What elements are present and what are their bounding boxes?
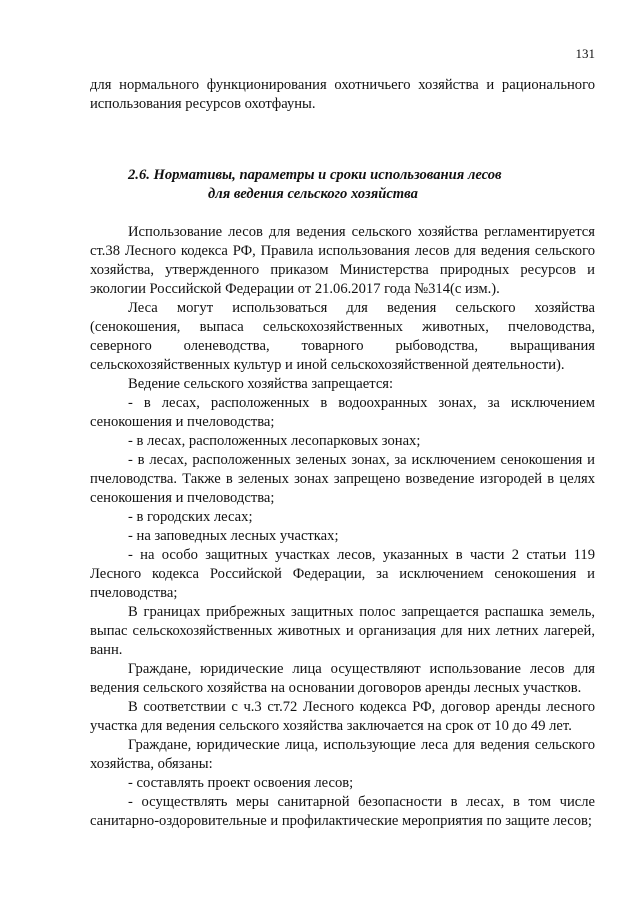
list-item: - на особо защитных участках лесов, указанных в части 2 статьи 119 Лесного кодекса Российской Федерации, за исключением сенокошения и пчеловодства; [90, 547, 595, 601]
paragraph: Граждане, юридические лица, использующие леса для ведения сельского хозяйства, обязаны: [90, 737, 595, 772]
list-item: - в городских лесах; [128, 509, 253, 525]
list-item: - осуществлять меры санитарной безопасности в лесах, в том числе санитарно-оздоровительные и профилактические мероприятия по защите лесов; [90, 794, 595, 829]
paragraph: В соответствии с ч.3 ст.72 Лесного кодекса РФ, договор аренды лесного участка для ведения сельского хозяйства заключается на срок от 10 до 49 лет. [90, 699, 595, 734]
section-heading-line2: для ведения сельского хозяйства [208, 186, 418, 202]
list-item: - в лесах, расположенных зеленых зонах, за исключением сенокошения и пчеловодства. Также в зеленых зонах запрещено возведение изгородей в целях сенокошения и пчеловодства; [90, 452, 595, 506]
section-heading [90, 166, 595, 204]
page-number: 131 [575, 46, 595, 61]
intro-paragraph: для нормального функционирования охотничьего хозяйства и рационального использования ресурсов охотфауны. [90, 77, 595, 112]
list-item: - на заповедных лесных участках; [128, 528, 339, 544]
paragraph: Использование лесов для ведения сельского хозяйства регламентируется ст.38 Лесного кодекса РФ, Правила использования лесов для ведения сельского хозяйства, утвержденного приказом Министерства природных ресурсов и экологии Российской Федерации от 21.06.2017 года №314(с изм.). [90, 224, 595, 297]
list-item: - составлять проект освоения лесов; [128, 775, 354, 791]
paragraph: В границах прибрежных защитных полос запрещается распашка земель, выпас сельскохозяйственных животных и организация для них летних лагерей, ванн. [90, 604, 595, 658]
page-content [90, 76, 595, 831]
paragraph: Ведение сельского хозяйства запрещается: [128, 376, 394, 392]
paragraph: Леса могут использоваться для ведения сельского хозяйства (сенокошения, выпаса сельскохозяйственных животных, пчеловодства, северного оленеводства, товарного рыбоводства, выращивания сельскохозяйственных культур и иной сельскохозяйственной деятельности). [90, 300, 595, 373]
list-item: - в лесах, расположенных лесопарковых зонах; [128, 433, 421, 449]
section-heading-line1: 2.6. Нормативы, параметры и сроки использования лесов [128, 167, 502, 183]
paragraph: Граждане, юридические лица осуществляют использование лесов для ведения сельского хозяйства на основании договоров аренды лесных участков. [90, 661, 595, 696]
list-item: - в лесах, расположенных в водоохранных зонах, за исключением сенокошения и пчеловодства; [90, 395, 595, 430]
